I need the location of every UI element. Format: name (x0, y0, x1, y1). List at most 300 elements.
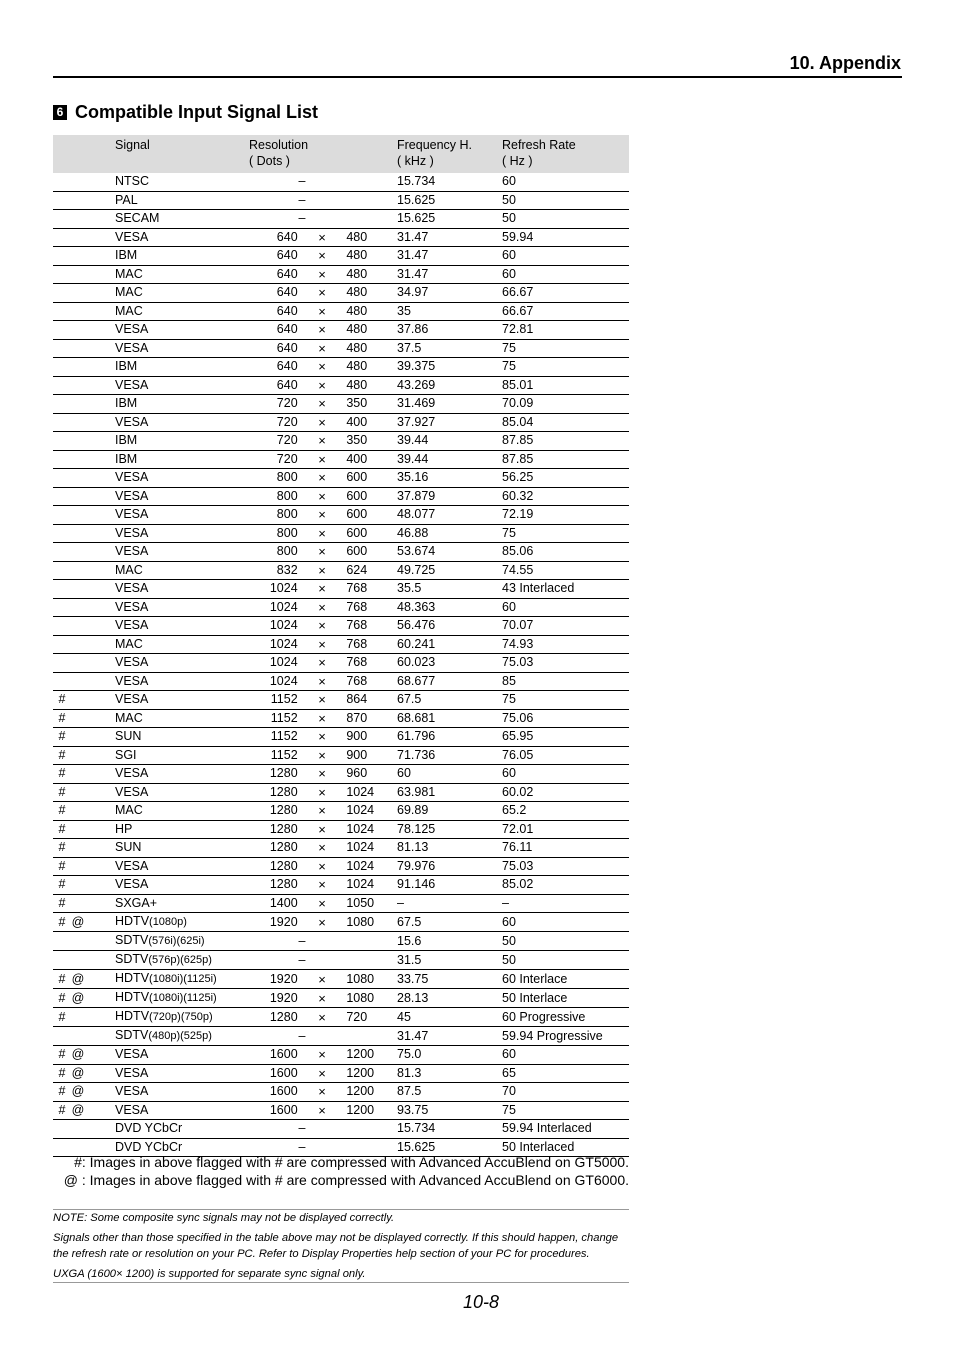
flag-hash: # (53, 1046, 71, 1065)
refresh-cell: 60 (502, 265, 629, 284)
table-row (53, 857, 629, 876)
times-symbol: × (298, 709, 347, 728)
times-symbol: × (298, 598, 347, 617)
frequency-cell: 15.734 (395, 173, 502, 191)
flag-at: @ (71, 989, 115, 1008)
refresh-cell: 87.85 (502, 450, 629, 469)
refresh-cell: 74.93 (502, 635, 629, 654)
refresh-cell: 75.06 (502, 709, 629, 728)
times-symbol: × (298, 1101, 347, 1120)
frequency-cell: 67.5 (395, 913, 502, 932)
frequency-cell: 15.734 (395, 1120, 502, 1139)
flag-at (71, 358, 115, 377)
resolution-height: 1200 (346, 1101, 395, 1120)
times-symbol: × (298, 247, 347, 266)
resolution-width: 1280 (249, 820, 298, 839)
frequency-cell: 78.125 (395, 820, 502, 839)
header-signal: Signal (115, 135, 249, 173)
signal-cell: IBM (115, 358, 249, 377)
refresh-cell: 60 (502, 913, 629, 932)
flag-at (71, 524, 115, 543)
frequency-cell: 81.3 (395, 1064, 502, 1083)
refresh-cell: 74.55 (502, 561, 629, 580)
times-symbol: × (298, 524, 347, 543)
resolution-width: 1280 (249, 802, 298, 821)
header-flag1 (53, 135, 71, 173)
signal-cell: VESA (115, 598, 249, 617)
table-row (53, 783, 629, 802)
resolution-height: 768 (346, 672, 395, 691)
flag-hash: # (53, 989, 71, 1008)
table-row (53, 617, 629, 636)
signal-cell: VESA (115, 543, 249, 562)
refresh-cell: 60 Interlace (502, 970, 629, 989)
resolution-width: 640 (249, 339, 298, 358)
table-row (53, 1101, 629, 1120)
table-row (53, 989, 629, 1008)
flag-at (71, 857, 115, 876)
flag-hash: # (53, 820, 71, 839)
resolution-height: 1024 (346, 783, 395, 802)
signal-cell: IBM (115, 247, 249, 266)
resolution-width: 1024 (249, 598, 298, 617)
table-row (53, 765, 629, 784)
times-symbol: × (298, 691, 347, 710)
signal-cell: HDTV(720p)(750p) (115, 1008, 249, 1027)
signal-cell: PAL (115, 191, 249, 210)
note-composite: NOTE: Some composite sync signals may not be displayed correctly. (53, 1212, 395, 1224)
resolution-width: 1024 (249, 580, 298, 599)
resolution-width: 1280 (249, 876, 298, 895)
frequency-cell: 87.5 (395, 1083, 502, 1102)
resolution-width: 1024 (249, 672, 298, 691)
signal-cell: VESA (115, 376, 249, 395)
frequency-cell: 56.476 (395, 617, 502, 636)
resolution-dash: – (249, 1027, 395, 1046)
signal-cell: VESA (115, 506, 249, 525)
refresh-cell: 50 (502, 951, 629, 970)
signal-cell: VESA (115, 765, 249, 784)
resolution-height: 624 (346, 561, 395, 580)
flag-at (71, 635, 115, 654)
times-symbol: × (298, 765, 347, 784)
refresh-cell: 50 (502, 210, 629, 229)
resolution-height: 480 (346, 321, 395, 340)
flag-hash (53, 506, 71, 525)
resolution-height: 1024 (346, 876, 395, 895)
refresh-cell: 65.2 (502, 802, 629, 821)
flag-hash: # (53, 1101, 71, 1120)
signal-cell: DVD YCbCr (115, 1120, 249, 1139)
resolution-height: 1200 (346, 1046, 395, 1065)
flag-hash (53, 543, 71, 562)
table-row (53, 709, 629, 728)
table-row (53, 432, 629, 451)
footnote-gt6000: @ : Images in above flagged with # are compressed with Advanced AccuBlend on GT6000. (63, 1172, 629, 1188)
signal-cell: VESA (115, 876, 249, 895)
resolution-width: 800 (249, 469, 298, 488)
flag-at (71, 951, 115, 970)
refresh-cell: 76.11 (502, 839, 629, 858)
resolution-width: 800 (249, 506, 298, 525)
resolution-width: 720 (249, 413, 298, 432)
signal-cell: MAC (115, 802, 249, 821)
signal-cell: VESA (115, 672, 249, 691)
refresh-cell: 85.01 (502, 376, 629, 395)
table-row (53, 970, 629, 989)
frequency-cell: 61.796 (395, 728, 502, 747)
refresh-cell: 70 (502, 1083, 629, 1102)
signal-cell: VESA (115, 1101, 249, 1120)
frequency-cell: 31.47 (395, 1027, 502, 1046)
times-symbol: × (298, 432, 347, 451)
section-title: Compatible Input Signal List (75, 102, 318, 122)
frequency-cell: 53.674 (395, 543, 502, 562)
frequency-cell: 31.469 (395, 395, 502, 414)
flag-hash (53, 580, 71, 599)
frequency-cell: 91.146 (395, 876, 502, 895)
resolution-width: 1152 (249, 691, 298, 710)
frequency-cell: 37.86 (395, 321, 502, 340)
times-symbol: × (298, 617, 347, 636)
refresh-cell: 70.07 (502, 617, 629, 636)
flag-hash: # (53, 709, 71, 728)
signal-cell: HDTV(1080i)(1125i) (115, 989, 249, 1008)
signal-cell: VESA (115, 654, 249, 673)
table-row (53, 635, 629, 654)
table-row (53, 951, 629, 970)
signal-cell: HDTV(1080i)(1125i) (115, 970, 249, 989)
resolution-width: 640 (249, 302, 298, 321)
flag-at (71, 247, 115, 266)
flag-hash (53, 376, 71, 395)
times-symbol: × (298, 561, 347, 580)
table-row (53, 913, 629, 932)
resolution-height: 600 (346, 487, 395, 506)
resolution-width: 640 (249, 358, 298, 377)
resolution-height: 720 (346, 1008, 395, 1027)
signal-cell: VESA (115, 469, 249, 488)
signal-detail: (1080p) (149, 916, 187, 928)
refresh-cell: 75.03 (502, 857, 629, 876)
times-symbol: × (298, 728, 347, 747)
refresh-cell: 59.94 Interlaced (502, 1120, 629, 1139)
flag-at (71, 432, 115, 451)
signal-cell: MAC (115, 284, 249, 303)
resolution-width: 1600 (249, 1046, 298, 1065)
flag-at: @ (71, 1046, 115, 1065)
table-row (53, 1120, 629, 1139)
table-row (53, 487, 629, 506)
table-row (53, 339, 629, 358)
times-symbol: × (298, 450, 347, 469)
chapter-title: 10. Appendix (789, 53, 901, 73)
flag-hash (53, 321, 71, 340)
refresh-cell: 72.01 (502, 820, 629, 839)
resolution-height: 870 (346, 709, 395, 728)
signal-cell: IBM (115, 395, 249, 414)
flag-hash (53, 1120, 71, 1139)
flag-hash: # (53, 802, 71, 821)
flag-hash (53, 487, 71, 506)
frequency-cell: 31.47 (395, 247, 502, 266)
resolution-height: 480 (346, 284, 395, 303)
resolution-height: 350 (346, 395, 395, 414)
frequency-cell: 33.75 (395, 970, 502, 989)
header-refresh: Refresh Rate ( Hz ) (502, 135, 629, 173)
flag-at (71, 561, 115, 580)
flag-hash: # (53, 894, 71, 913)
resolution-height: 480 (346, 339, 395, 358)
table-row (53, 524, 629, 543)
resolution-width: 1400 (249, 894, 298, 913)
frequency-cell: 49.725 (395, 561, 502, 580)
flag-hash (53, 450, 71, 469)
times-symbol: × (298, 395, 347, 414)
resolution-height: 480 (346, 247, 395, 266)
flag-at (71, 839, 115, 858)
table-row (53, 173, 629, 191)
flag-at (71, 395, 115, 414)
flag-hash: # (53, 839, 71, 858)
resolution-width: 640 (249, 247, 298, 266)
times-symbol: × (298, 413, 347, 432)
times-symbol: × (298, 265, 347, 284)
frequency-cell: 68.677 (395, 672, 502, 691)
resolution-dash: – (249, 173, 395, 191)
table-header-row (53, 135, 629, 173)
refresh-cell: 72.81 (502, 321, 629, 340)
footnotes (53, 1153, 629, 1189)
resolution-width: 1920 (249, 989, 298, 1008)
flag-at (71, 746, 115, 765)
resolution-width: 640 (249, 321, 298, 340)
refresh-cell: 65 (502, 1064, 629, 1083)
times-symbol: × (298, 802, 347, 821)
frequency-cell: 45 (395, 1008, 502, 1027)
frequency-cell: 28.13 (395, 989, 502, 1008)
resolution-width: 720 (249, 395, 298, 414)
frequency-cell: 46.88 (395, 524, 502, 543)
resolution-height: 600 (346, 524, 395, 543)
resolution-height: 480 (346, 228, 395, 247)
flag-at (71, 265, 115, 284)
signal-cell: IBM (115, 432, 249, 451)
flag-at (71, 321, 115, 340)
table-row (53, 506, 629, 525)
signal-cell: HDTV(1080p) (115, 913, 249, 932)
resolution-height: 1200 (346, 1083, 395, 1102)
footnote-gt5000: #: Images in above flagged with # are compressed with Advanced AccuBlend on GT5000. (74, 1154, 629, 1170)
times-symbol: × (298, 654, 347, 673)
times-symbol: × (298, 506, 347, 525)
table-row (53, 598, 629, 617)
frequency-cell: 48.363 (395, 598, 502, 617)
frequency-cell: 81.13 (395, 839, 502, 858)
refresh-cell: 60 (502, 765, 629, 784)
flag-at (71, 191, 115, 210)
resolution-height: 1024 (346, 802, 395, 821)
resolution-width: 800 (249, 543, 298, 562)
refresh-cell: 60.32 (502, 487, 629, 506)
signal-cell: VESA (115, 617, 249, 636)
flag-at (71, 210, 115, 229)
times-symbol: × (298, 857, 347, 876)
refresh-cell: 59.94 Progressive (502, 1027, 629, 1046)
resolution-height: 600 (346, 506, 395, 525)
refresh-cell: 76.05 (502, 746, 629, 765)
flag-hash: # (53, 746, 71, 765)
frequency-cell: 37.5 (395, 339, 502, 358)
frequency-cell: – (395, 894, 502, 913)
resolution-width: 1152 (249, 746, 298, 765)
refresh-cell: 75 (502, 339, 629, 358)
times-symbol: × (298, 1046, 347, 1065)
resolution-height: 768 (346, 580, 395, 599)
resolution-width: 640 (249, 265, 298, 284)
flag-at (71, 876, 115, 895)
resolution-height: 1050 (346, 894, 395, 913)
times-symbol: × (298, 469, 347, 488)
resolution-height: 1200 (346, 1064, 395, 1083)
flag-hash (53, 932, 71, 951)
frequency-cell: 75.0 (395, 1046, 502, 1065)
frequency-cell: 71.736 (395, 746, 502, 765)
resolution-width: 1280 (249, 1008, 298, 1027)
table-row (53, 228, 629, 247)
table-row (53, 265, 629, 284)
signal-cell: IBM (115, 450, 249, 469)
refresh-cell: 43 Interlaced (502, 580, 629, 599)
frequency-cell: 15.625 (395, 191, 502, 210)
signal-cell: VESA (115, 524, 249, 543)
signal-cell: HP (115, 820, 249, 839)
frequency-cell: 60 (395, 765, 502, 784)
flag-at (71, 543, 115, 562)
flag-at (71, 783, 115, 802)
times-symbol: × (298, 487, 347, 506)
frequency-cell: 37.879 (395, 487, 502, 506)
table-row (53, 802, 629, 821)
flag-at (71, 376, 115, 395)
flag-at (71, 580, 115, 599)
flag-at: @ (71, 1101, 115, 1120)
frequency-cell: 68.681 (395, 709, 502, 728)
table-row (53, 728, 629, 747)
table-row (53, 580, 629, 599)
signal-cell: MAC (115, 709, 249, 728)
flag-hash (53, 210, 71, 229)
resolution-dash: – (249, 210, 395, 229)
flag-hash (53, 654, 71, 673)
refresh-cell: 75 (502, 358, 629, 377)
table-row (53, 247, 629, 266)
times-symbol: × (298, 358, 347, 377)
notes-rule-bottom (53, 1282, 629, 1283)
table-body (53, 173, 629, 1157)
flag-hash (53, 598, 71, 617)
flag-hash (53, 1027, 71, 1046)
resolution-height: 864 (346, 691, 395, 710)
frequency-cell: 67.5 (395, 691, 502, 710)
signal-cell: DVD YCbCr (115, 1138, 249, 1157)
signal-cell: VESA (115, 339, 249, 358)
refresh-cell: 50 (502, 191, 629, 210)
refresh-cell: 85 (502, 672, 629, 691)
resolution-height: 900 (346, 746, 395, 765)
frequency-cell: 31.47 (395, 228, 502, 247)
flag-hash: # (53, 857, 71, 876)
signal-cell: VESA (115, 228, 249, 247)
refresh-cell: 75 (502, 691, 629, 710)
resolution-width: 1024 (249, 654, 298, 673)
flag-at (71, 894, 115, 913)
times-symbol: × (298, 839, 347, 858)
frequency-cell: 39.375 (395, 358, 502, 377)
resolution-height: 1024 (346, 820, 395, 839)
times-symbol: × (298, 1064, 347, 1083)
table-row (53, 1008, 629, 1027)
flag-at (71, 284, 115, 303)
table-row (53, 302, 629, 321)
flag-hash: # (53, 728, 71, 747)
flag-at (71, 228, 115, 247)
flag-hash (53, 432, 71, 451)
table-row (53, 543, 629, 562)
frequency-cell: 39.44 (395, 432, 502, 451)
table-row (53, 376, 629, 395)
resolution-width: 640 (249, 228, 298, 247)
flag-at (71, 728, 115, 747)
table-row (53, 284, 629, 303)
flag-hash: # (53, 913, 71, 932)
resolution-height: 480 (346, 358, 395, 377)
frequency-cell: 69.89 (395, 802, 502, 821)
frequency-cell: 31.5 (395, 951, 502, 970)
frequency-cell: 60.023 (395, 654, 502, 673)
refresh-cell: 50 Interlaced (502, 1138, 629, 1157)
times-symbol: × (298, 672, 347, 691)
table-row (53, 654, 629, 673)
resolution-width: 1280 (249, 839, 298, 858)
times-symbol: × (298, 970, 347, 989)
resolution-height: 1024 (346, 857, 395, 876)
signal-cell: SDTV(576p)(625p) (115, 951, 249, 970)
page-number: 10-8 (463, 1292, 500, 1312)
flag-at (71, 691, 115, 710)
table-row (53, 820, 629, 839)
flag-hash: # (53, 1064, 71, 1083)
flag-at (71, 709, 115, 728)
signal-cell: VESA (115, 783, 249, 802)
signal-cell: SDTV(576i)(625i) (115, 932, 249, 951)
resolution-height: 960 (346, 765, 395, 784)
refresh-cell: 75 (502, 524, 629, 543)
refresh-cell: 59.94 (502, 228, 629, 247)
table-row (53, 210, 629, 229)
signal-detail: (1080i)(1125i) (149, 992, 217, 1004)
times-symbol: × (298, 302, 347, 321)
refresh-cell: 50 (502, 932, 629, 951)
times-symbol: × (298, 339, 347, 358)
frequency-cell: 63.981 (395, 783, 502, 802)
flag-at (71, 765, 115, 784)
flag-at (71, 1027, 115, 1046)
flag-hash (53, 524, 71, 543)
resolution-width: 1600 (249, 1064, 298, 1083)
frequency-cell: 43.269 (395, 376, 502, 395)
table-row (53, 469, 629, 488)
